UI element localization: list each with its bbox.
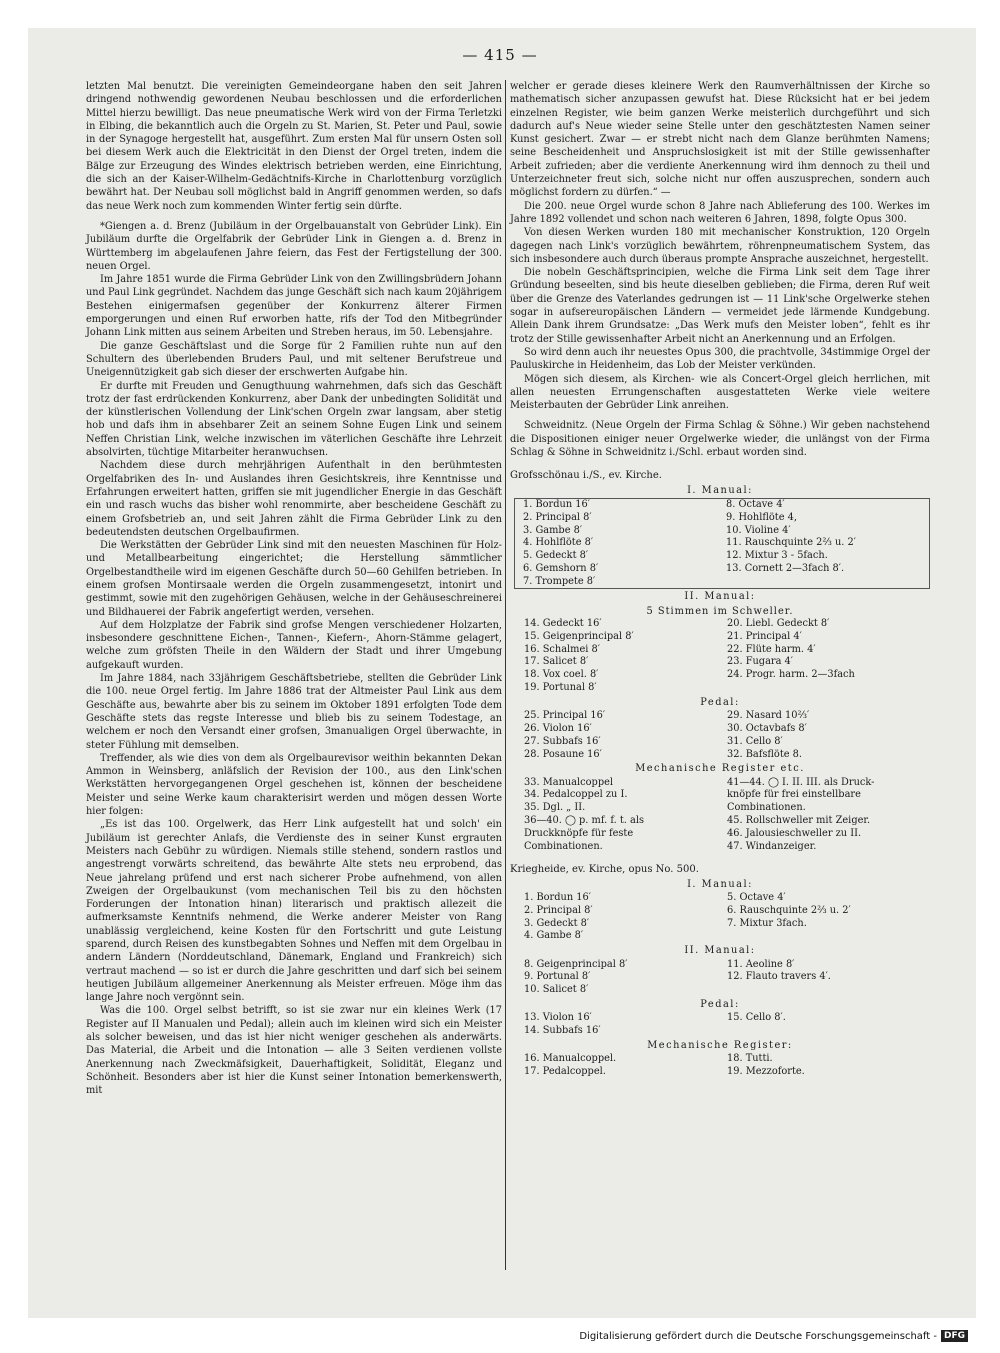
- register-entry: 17. Pedalcoppel.: [524, 1065, 606, 1077]
- register-entry: 20. Liebl. Gedeckt 8′: [727, 618, 830, 630]
- paragraph: Mögen sich diesem, als Kirchen- wie als Concert-Orgel gleich herrlichen, mit allen neuesten Errungenschaften ausgestatteten Werke viele weitere Meisterbauten der Gebrüder Link anreihen.: [510, 373, 930, 412]
- register-entry: 19. Portunal 8′: [524, 682, 597, 694]
- column-divider: [505, 80, 506, 1270]
- register-entry: Druckknöpfe für feste: [524, 827, 634, 839]
- register-entry: 15. Geigenprincipal 8′: [524, 630, 634, 642]
- register-entry: 2. Principal 8′: [524, 904, 593, 916]
- register-entry: 6. Gemshorn 8′: [523, 562, 599, 574]
- paragraph: *Giengen a. d. Brenz (Jubiläum in der Orgelbauanstalt von Gebrüder Link). Ein Jubiläum durfte die Orgelfabrik der Gebrüder Link in Giengen a. d. Brenz in Württemberg im abgelaufenen Jahre feiern, das Fest der Fertigstellung der 300. neuen Orgel.: [86, 220, 502, 272]
- register-entry: 47. Windanzeiger.: [727, 840, 817, 852]
- paragraph: Treffender, als wie dies von dem als Orgelbaurevisor weithin bekannten Dekan Ammon in Weinsberg, anläfslich der Revision der 100., aus den Link'schen Werkstätten hervorgegangenen Orgel geschehen ist, können der bescheidene Meister und seine Werke kaum charakterisirt werden und mögen dessen Worte hier folgen:: [86, 752, 502, 818]
- register-entry: 23. Fugara 4′: [727, 656, 794, 668]
- manual-subheading: 5 Stimmen im Schweller.: [646, 605, 794, 617]
- register-entry: 7. Mixtur 3fach.: [727, 917, 807, 929]
- register-entry: 15. Cello 8′.: [727, 1012, 786, 1024]
- register-entry: 16. Schalmei 8′: [524, 643, 600, 655]
- pedal-heading: Pedal:: [700, 696, 740, 708]
- register-entry: 45. Rollschweller mit Zeiger.: [727, 815, 871, 827]
- pedal-heading: Pedal:: [700, 998, 740, 1010]
- register-entry: 46. Jalousieschweller zu II.: [727, 827, 862, 839]
- organ-heading: Grofsschönau i./S., ev. Kirche.: [510, 470, 662, 482]
- register-entry: 14. Gedeckt 16′: [524, 618, 602, 630]
- register-entry: 16. Manualcoppel.: [524, 1053, 617, 1065]
- register-entry: Combinationen.: [524, 840, 603, 852]
- register-list: [524, 892, 930, 943]
- register-entry: 12. Flauto travers 4′.: [727, 971, 831, 983]
- register-entry: 29. Nasard 10⅔′: [727, 710, 810, 722]
- paragraph: welcher er gerade dieses kleinere Werk den Raumverhältnissen der Kirche so mathematisch sicher anzupassen gewufst hat. Diese Rücksicht hat er bei jedem einzelnen Register, wie beim ganzen Werke meisterlich durchgeführt und sich dadurch auf's Neue wieder seine Stelle unter den geschätztesten Namen seiner Kunst gesichert. Zwar — er strebt nicht nach dem Glanze berühmten Namens; seine Bescheidenheit und Anspruchslosigkeit ist mit der Stille gewissenhafter Arbeit zufrieden; aber die verdiente Anerkennung wird ihm dennoch zu theil und Unterzeichneter freut sich, solche nicht nur offen auszusprechen, sondern auch möglichst fordern zu dürfen.“ —: [510, 81, 930, 199]
- paragraph: Was die 100. Orgel selbst betrifft, so ist sie zwar nur ein kleines Werk (17 Register auf II Manualen und Pedal); allein auch im kleinen wird sich ein Meister als solcher beweisen, und das ist hier nicht weniger geschehen als anderwärts. Das Material, die Arbeit und die Intonation — alle 3 Seiten verdienen vollste Anerkennung nach Zweckmäfsigkeit, Dauerhaftigkeit, Solidität, Eleganz und Schönheit. Besonders aber ist hier die Kunst seiner Intonation bemerkenswerth, mit: [86, 1005, 502, 1097]
- register-entry: 9. Portunal 8′: [524, 971, 591, 983]
- register-entry: [727, 984, 930, 997]
- mechanical-heading: Mechanische Register:: [647, 1039, 793, 1051]
- footer: [579, 1330, 968, 1342]
- register-entry: 3. Gedeckt 8′: [524, 917, 590, 929]
- paragraph: Auf dem Holzplatze der Fabrik sind grofse Mengen verschiedener Holzarten, insbesondere geschnittene Eichen-, Tannen-, Kiefern-, Ahorn-Stämme gelagert, welche zum gröfsten Theile in den Wäldern der Stadt und ihrer Umgebung aufgekauft wurden.: [86, 619, 502, 671]
- footer-text: Digitalisierung gefördert durch die Deutsche Forschungsgemeinschaft -: [579, 1330, 937, 1342]
- paragraph: Die 200. neue Orgel wurde schon 8 Jahre nach Ablieferung des 100. Werkes im Jahre 1892 vollendet und schon nach weiteren 6 Jahren, 1898, folgte Opus 300.: [510, 200, 930, 225]
- register-entry: 3. Gambe 8′: [523, 524, 583, 536]
- register-entry: [727, 930, 930, 943]
- register-entry: 1. Bordun 16′: [523, 498, 590, 510]
- register-entry: 18. Vox coel. 8′: [524, 669, 599, 681]
- register-entry: 6. Rauschquinte 2⅔ u. 2′: [727, 904, 851, 916]
- paragraph: Die ganze Geschäftslast und die Sorge für 2 Familien ruhte nun auf den Schultern des überlebenden Bruders Paul, und mit seltener Berufstreue und Uneigennützigkeit gab sich dieser der erschwerten Aufgabe hin.: [86, 340, 502, 379]
- register-entry: 10. Violine 4′: [726, 524, 791, 536]
- paragraph: Im Jahre 1851 wurde die Firma Gebrüder Link von den Zwillingsbrüdern Johann und Paul Link gegründet. Nachdem das junge Geschäft sich nach kaum 20jährigem Bestehen einigermafsen gegenüber der Konkurrenz älterer Firmen emporgerungen und einen Ruf erworben hatte, rifs der Tod den Mitbegründer Johann Link mitten aus seinem Arbeiten und Streben heraus, im 50. Lebensjahre.: [86, 274, 502, 339]
- register-entry: 22. Flüte harm. 4′: [727, 643, 816, 655]
- register-entry: 32. Bafsflöte 8.: [727, 748, 803, 760]
- register-entry: 9. Hohlflöte 4,: [726, 511, 797, 523]
- register-list: [524, 1012, 930, 1038]
- manual-heading: I. Manual:: [687, 878, 753, 890]
- register-entry: 8. Geigenprincipal 8′: [524, 958, 628, 970]
- paragraph: Nachdem diese durch mehrjährigen Aufenthalt in den berühmtesten Orgelfabriken des In- und Auslandes ihren Gesichtskreis, ihre Kenntnisse und Erfahrungen erweitert hatten, griffen sie mit jugendlicher Energie in das Geschäft ein und rasch wuchs das bisher wohl renommirte, aber bescheidene Geschäft zu einem Grofsbetrieb an, und seit Jahren zählt die Firma Gebrüder Link zu den bedeutendsten deutschen Orgelbaufirmen.: [86, 460, 502, 538]
- register-entry: Combinationen.: [727, 802, 806, 814]
- register-entry: 4. Gambe 8′: [524, 930, 584, 942]
- paragraph: Von diesen Werken wurden 180 mit mechanischer Konstruktion, 120 Orgeln dagegen nach Link's vorzüglich bewährtem, röhrenpneumatischem System, das sich insbesondere auch durch überaus prompte Ansprache auszeichnet, hergestellt.: [510, 227, 930, 265]
- register-entry: 28. Posaune 16′: [524, 748, 602, 760]
- register-entry: 5. Octave 4′: [727, 892, 786, 904]
- paragraph: „Es ist das 100. Orgelwerk, das Herr Link aufgestellt hat und solch' ein Jubiläum ist gerechter Anlafs, die Verdienste des in seiner Kunst ergrauten Meisters nach Gebühr zu würdigen. Niemals stille stehend, sondern rastlos und angestrengt vorwärts schreitend, das bewährte Alte stets neu erprobend, das Neue jahrelang prüfend und erst nach sicherer Probe aufnehmend, von allen Zweigen der Orgelbaukunst (vom mechanischen Teil bis zu den höchsten Forderungen der Intonation hinan) literarisch und praktisch allezeit die aufmerksamste Kenntnifs nehmend, die Werke anderer Meister von Rang unablässig vergleichend, keine Kosten für den Fortschritt und gute Leistung sparend, durch Reisen des kunstbegabten Sohnes und Neffen mit dem Orgelbau in andern Ländern (Norddeutschland, Dänemark, England und Frankreich) sich vertraut machend — so ist er durch die Jahre geschritten und darf sich bei seinem heutigen Jubiläum allgemeiner Anerkennung als Meister erfreuen. Möge ihm das lange Jahre noch vergönnt sein.: [86, 819, 502, 1004]
- register-entry: 27. Subbafs 16′: [524, 735, 601, 747]
- register-entry: [726, 576, 929, 589]
- right-column: [510, 80, 930, 1079]
- register-list: [524, 1053, 930, 1079]
- register-entry: 4. Hohlflöte 8′: [523, 537, 594, 549]
- register-entry: 13. Cornett 2—3fach 8′.: [726, 562, 845, 574]
- dfg-logo: DFG: [941, 1330, 968, 1342]
- paragraph: letzten Mal benutzt. Die vereinigten Gemeindeorgane haben den seit Jahren dringend nothwendig gewordenen Neubau beschlossen und die erforderlichen Mittel hierzu bewilligt. Das neue pneumatische Werk wird von der Firma Terletzki in Elbing, die bekanntlich auch die Orgeln zu St. Marien, St. Peter und Paul, sowie in der Synagoge hergestellt hat, ausgeführt. Zum ersten Mal für unsern Osten soll bei diesem Werk auch die Elektricität in den Dienst der Orgel treten, indem die Bälge zur Erzeugung des Windes elektrisch betrieben werden, eine Einrichtung, die sich an der Kaiser-Wilhelm-Gedächtnifs-Kirche in Charlottenburg vorzüglich bewährt hat. Der Neubau soll möglichst bald in Angriff genommen werden, so dafs das neue Werk noch zum kommenden Winter fertig sein dürfte.: [86, 81, 502, 212]
- paragraph: Die nobeln Geschäftsprincipien, welche die Firma Link seit dem Tage ihrer Gründung beseelten, sind bis heute dieselben geblieben; die Firma, deren Ruf weit über die Grenze des Vaterlandes gedrungen ist — 11 Link'sche Orgelwerke stehen sogar in aufsereuropäischen Ländern — vermeidet jede lärmende Kundgebung. Allein Dank ihrem Grundsatze: „Das Werk mufs den Meister loben“, fehlt es ihr trotz der Stille gewissenhafter Arbeit nicht an Anerkennung und an Erfolgen.: [510, 267, 930, 345]
- manual-heading: II. Manual:: [684, 591, 756, 603]
- register-entry: 30. Octavbafs 8′: [727, 722, 807, 734]
- register-list: [524, 959, 930, 997]
- paragraph: Schweidnitz. (Neue Orgeln der Firma Schlag & Söhne.) Wir geben nachstehend die Dispositionen einiger neuer Orgelwerke wieder, die unlängst von der Firma Schlag & Söhne in Schweidnitz i./Schl. erbaut worden sind.: [510, 420, 930, 459]
- manual-heading: II. Manual:: [684, 945, 756, 957]
- register-entry: 11. Aeoline 8′: [727, 958, 795, 970]
- register-entry: 26. Violon 16′: [524, 722, 592, 734]
- register-entry: 11. Rauschquinte 2⅔ u. 2′: [726, 537, 856, 549]
- register-entry: 14. Subbafs 16′: [524, 1024, 601, 1036]
- register-entry: 13. Violon 16′: [524, 1012, 592, 1024]
- register-entry: 7. Trompete 8′: [523, 575, 596, 587]
- register-entry: [727, 1025, 930, 1038]
- manual-heading: I. Manual:: [687, 484, 753, 496]
- paragraph: Er durfte mit Freuden und Genugthuung wahrnehmen, dafs sich das Geschäft trotz der fast erdrückenden Konkurrenz, aber Dank der unbedingten Solidität und der künstlerischen Vollendung der Link'schen Orgeln zwar langsam, aber stetig hob und dafs ihm in absehbarer Zeit an seinem Sohne Eugen Link und seinem Neffen Christian Link, welche inzwischen im väterlichen Geschäfte ihre Lehrzeit absolvirten, tüchtige Mitarbeiter heranwuchsen.: [86, 380, 502, 459]
- register-list: [524, 618, 930, 695]
- register-entry: 12. Mixtur 3 - 5fach.: [726, 550, 828, 562]
- register-entry: 8. Octave 4′: [726, 498, 785, 510]
- register-entry: [727, 682, 930, 695]
- paragraph: So wird denn auch ihr neuestes Opus 300, die prachtvolle, 34stimmige Orgel der Pauluskirche in Heidenheim, das Lob der Meister verkünden.: [510, 346, 930, 372]
- paragraph: Im Jahre 1884, nach 33jährigem Geschäftsbetriebe, stellten die Gebrüder Link die 100. neue Orgel fertig. Im Jahre 1886 trat der Altmeister Paul Link aus dem Geschäfte aus, bewahrte aber bis zu seinem im Oktober 1891 erfolgten Tode dem Geschäfte stets das regste Interesse und blieb bis zu seinem Todestage, an welchem er noch den Versandt einer grofsen, 3manualigen Orgel überwachte, in steter Fühlung mit demselben.: [86, 673, 502, 751]
- left-column: [86, 80, 502, 1098]
- register-entry: 31. Cello 8′: [727, 735, 783, 747]
- register-entry: knöpfe für frei einstellbare: [727, 789, 861, 801]
- register-entry: 33. Manualcoppel: [524, 776, 614, 788]
- register-list: [524, 777, 930, 854]
- register-entry: 36—40. ◯ p. mf. f. t. als: [524, 815, 645, 827]
- register-entry: 10. Salicet 8′: [524, 984, 589, 996]
- register-entry: 24. Progr. harm. 2—3fach: [727, 669, 855, 681]
- mechanical-heading: Mechanische Register etc.: [635, 763, 805, 775]
- register-entry: 18. Tutti.: [727, 1053, 773, 1065]
- organ-heading: Kriegheide, ev. Kirche, opus No. 500.: [510, 864, 699, 876]
- register-entry: 5. Gedeckt 8′: [523, 550, 589, 562]
- register-entry: 41—44. ◯ I. II. III. als Druck-: [727, 776, 875, 788]
- register-entry: 2. Principal 8′: [523, 511, 592, 523]
- paragraph: Die Werkstätten der Gebrüder Link sind mit den neuesten Maschinen für Holz- und Metallbearbeitung eingerichtet; die Herstellung sämmtlicher Orgelbestandtheile wird im eigenen Geschäfte durch 50—60 Gehilfen betrieben. In einem grofsen Montirsaale werden die Orgeln zusammengesetzt, intonirt und gestimmt, sowie mit den zugehörigen Gehäusen, welche in der Gehäuseschreinerei und Bildhauerei der Fabrik angefertigt werden, versehen.: [86, 540, 502, 618]
- register-entry: 34. Pedalcoppel zu I.: [524, 789, 628, 801]
- register-entry: 21. Principal 4′: [727, 630, 802, 642]
- register-entry: 35. Dgl. „ II.: [524, 802, 586, 814]
- register-list: [514, 498, 930, 590]
- register-entry: 17. Salicet 8′: [524, 656, 589, 668]
- register-entry: 19. Mezzoforte.: [727, 1065, 805, 1077]
- register-entry: 1. Bordun 16′: [524, 892, 591, 904]
- page-number: — 415 —: [462, 46, 538, 64]
- register-entry: 25. Principal 16′: [524, 710, 606, 722]
- register-list: [524, 710, 930, 761]
